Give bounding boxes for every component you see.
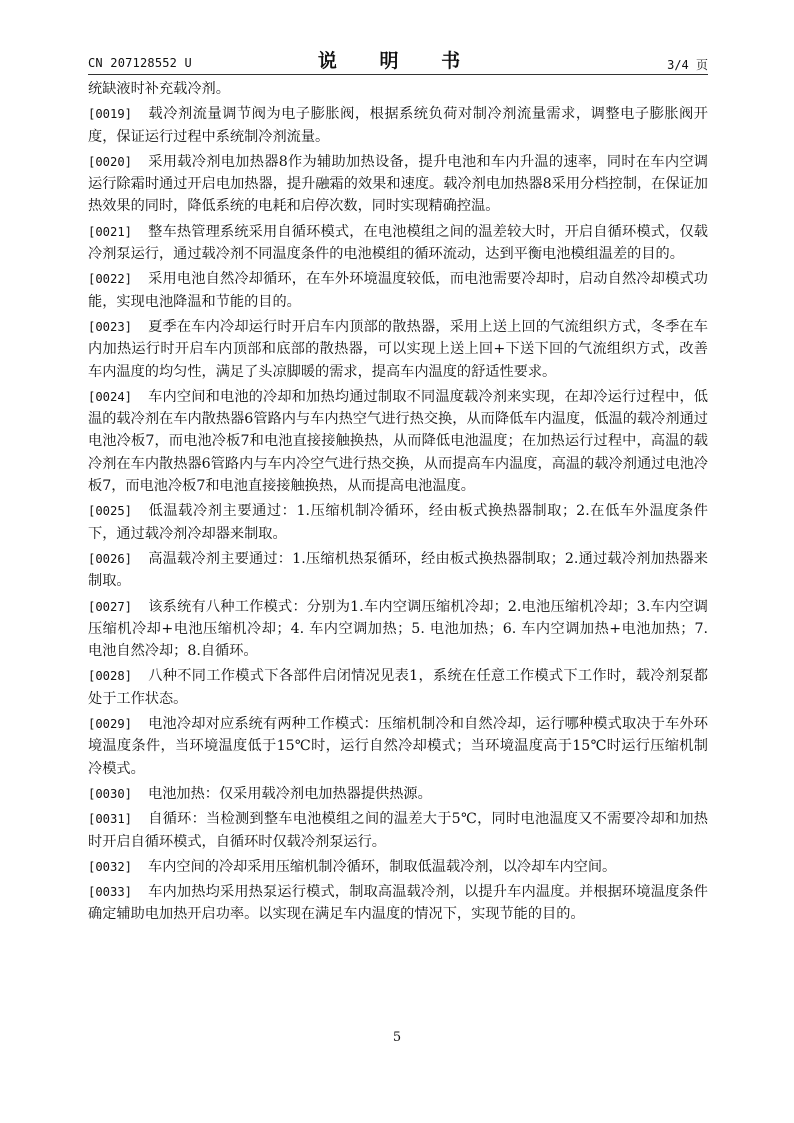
- document-id: CN 207128552 U: [88, 56, 192, 70]
- paragraph-text: 电池加热：仅采用载冷剂电加热器提供热源。: [148, 785, 432, 802]
- paragraph-text: 电池冷却对应系统有两种工作模式：压缩机制冷和自然冷却，运行哪种模式取决于车外环境温度条件，当环境温度低于15℃时，运行自然冷却模式；当环境温度高于15℃时运行压缩机制冷模式。: [88, 716, 708, 777]
- paragraph-text: 载冷剂流量调节阀为电子膨胀阀，根据系统负荷对制冷剂流量需求，调整电子膨胀阀开度，保证运行过程中系统制冷剂流量。: [88, 106, 708, 145]
- paragraph-text: 夏季在车内冷却运行时开启车内顶部的散热器，采用上送上回的气流组织方式，冬季在车内加热运行时开启车内顶部和底部的散热器，可以实现上送上回+下送下回的气流组织方式，改善车内温度的均匀性，满足了头凉脚暖的需求，提高车内温度的舒适性要求。: [88, 318, 708, 380]
- paragraph-text: 车内空间和电池的冷却和加热均通过制取不同温度载冷剂来实现，在却冷运行过程中，低温的载冷剂在车内散热器6管路内与车内热空气进行热交换，从而降低车内温度，低温的载冷剂通过电池冷板7，而电池冷板7和电池直接接触换热，从而降低电池温度；在加热运行过程中，高温的载冷剂在车内散热器6管路内与车内冷空气进行热交换，从而提高车内温度，高温的载冷剂通过电池冷板7，而电池冷板7和电池直接接触换热，从而提高电池温度。: [88, 388, 708, 495]
- paragraph-number: [0028]: [88, 669, 133, 684]
- page-number: 5: [392, 1030, 402, 1045]
- paragraph-text: 车内加热均采用热泵运行模式，制取高温载冷剂，以提升车内温度。并根据环境温度条件确定辅助电加热开启功率。以实现在满足车内温度的情况下，实现节能的目的。: [88, 884, 708, 923]
- paragraph-number: [0025]: [88, 504, 133, 519]
- paragraph-0031: [88, 808, 708, 853]
- paragraph-0021: [88, 221, 708, 266]
- page-of-total: 3/4 页: [667, 58, 708, 72]
- paragraph-0033: [88, 881, 708, 926]
- paragraph-text: 车内空间的冷却采用压缩机制冷循环，制取低温载冷剂，以冷却车内空间。: [148, 858, 617, 875]
- paragraph-number: [0021]: [88, 224, 133, 239]
- paragraph-number: [0030]: [88, 786, 133, 801]
- paragraph-number: [0024]: [88, 389, 133, 404]
- paragraph-number: [0029]: [88, 717, 133, 732]
- paragraph-0020: [88, 151, 708, 218]
- paragraph-number: [0031]: [88, 812, 133, 827]
- paragraph-number: [0019]: [88, 107, 133, 122]
- document-body: [88, 78, 708, 929]
- paragraph-number: [0032]: [88, 859, 133, 874]
- paragraph-0025: [88, 500, 708, 545]
- paragraph-number: [0026]: [88, 551, 133, 566]
- paragraph-number: [0023]: [88, 319, 133, 334]
- paragraph-text: 八种不同工作模式下各部件启闭情况见表1，系统在任意工作模式下工作时，载冷剂泵都处于工作状态。: [88, 668, 708, 707]
- paragraph-0024: [88, 386, 708, 497]
- page-header: [88, 44, 708, 74]
- paragraph-text: 采用电池自然冷却循环，在车外环境温度较低，而电池需要冷却时，启动自然冷却模式功能，实现电池降温和节能的目的。: [88, 271, 708, 310]
- paragraph-0030: [88, 783, 708, 805]
- paragraph-number: [0020]: [88, 154, 133, 169]
- paragraph-text: 高温载冷剂主要通过：1.压缩机热泵循环，经由板式换热器制取；2.通过载冷剂加热器来制取。: [88, 550, 708, 590]
- paragraph-number: [0027]: [88, 599, 133, 614]
- paragraph-0026: [88, 548, 708, 593]
- paragraph-0028: [88, 665, 708, 710]
- paragraph-0019: [88, 103, 708, 148]
- paragraph-number: [0022]: [88, 272, 133, 287]
- paragraph-0023: [88, 316, 708, 383]
- paragraph-0022: [88, 268, 708, 313]
- paragraph-text: 采用载冷剂电加热器8作为辅助加热设备，提升电池和车内升温的速率，同时在车内空调运行除霜时通过开启电加热器，提升融霜的效果和速度。载冷剂电加热器8采用分档控制，在保证加热效果的同时，降低系统的电耗和启停次数，同时实现精确控温。: [88, 153, 708, 215]
- paragraph-text: 自循环：当检测到整车电池模组之间的温差大于5℃，同时电池温度又不需要冷却和加热时开启自循环模式，自循环时仅载冷剂泵运行。: [88, 811, 708, 850]
- header-rule: [88, 74, 708, 75]
- paragraph-0029: [88, 713, 708, 780]
- continued-text: 统缺液时补充载冷剂。: [88, 81, 230, 97]
- paragraph-0032: [88, 856, 708, 878]
- paragraph-text: 低温载冷剂主要通过：1.压缩机制冷循环，经由板式换热器制取；2.在低车外温度条件下，通过载冷剂冷却器来制取。: [88, 503, 708, 542]
- paragraph-text: 整车热管理系统采用自循环模式，在电池模组之间的温差较大时，开启自循环模式，仅载冷剂泵运行，通过载冷剂不同温度条件的电池模组的循环流动，达到平衡电池模组温差的目的。: [88, 223, 708, 263]
- paragraph-0027: [88, 596, 708, 663]
- paragraph-text: 该系统有八种工作模式：分别为1.车内空调压缩机冷却；2.电池压缩机冷却；3.车内空调压缩机冷却+电池压缩机冷却；4. 车内空调加热；5. 电池加热；6. 车内空调加热+电池加热；7. 电池自然冷却；8.自循环。: [88, 598, 708, 660]
- paragraph-number: [0033]: [88, 885, 133, 900]
- document-title: 说 明 书: [317, 50, 479, 72]
